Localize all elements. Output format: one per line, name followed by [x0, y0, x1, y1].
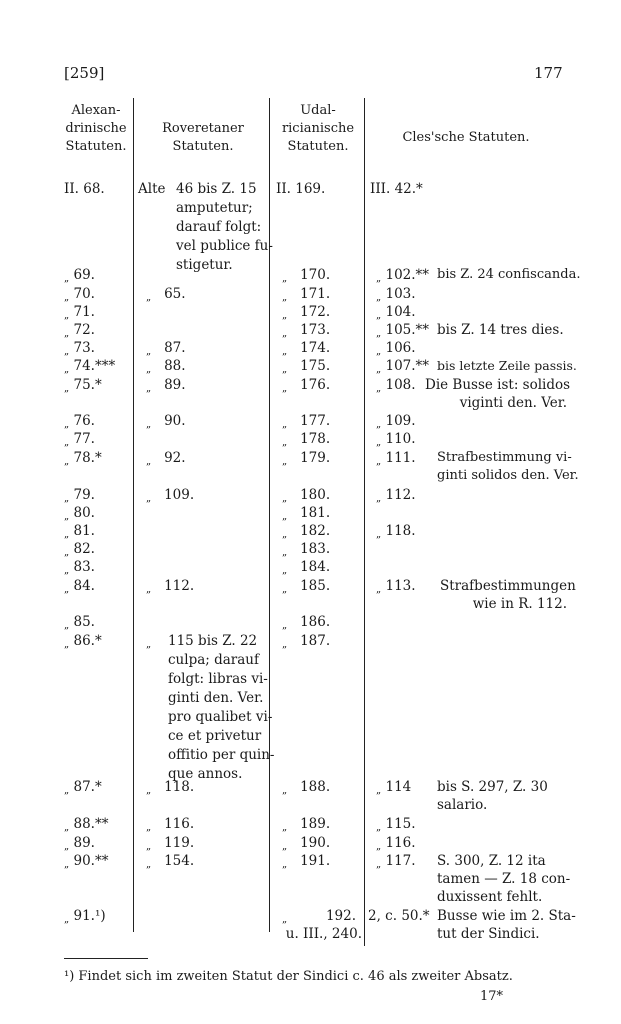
- rov-entry: „ 154.: [146, 853, 195, 870]
- cles-note: bis Z. 14 tres dies.: [437, 322, 564, 338]
- cles-entry: „ 103.: [376, 286, 416, 303]
- cles-entry: „ 102.**: [376, 267, 430, 284]
- udal-entry: „ 190.: [282, 835, 331, 852]
- cles-entry: „ 106.: [376, 340, 416, 357]
- alex-entry: „ 86.*: [64, 633, 102, 650]
- cles-entry: „ 111.: [376, 450, 416, 467]
- cles-entry: „ 104.: [376, 304, 416, 321]
- rov-entry: „ 92.: [146, 450, 186, 467]
- cles-entry: 2, c. 50.*: [368, 908, 430, 924]
- sheet-signature: 17*: [480, 989, 504, 1004]
- column-header-alexandrinische: Alexan- drinische Statuten.: [65, 103, 127, 154]
- alex-entry: „ 77.: [64, 431, 95, 448]
- column-divider-3: [364, 98, 365, 946]
- page-number: 177: [534, 64, 563, 82]
- alex-entry: „ 84.: [64, 578, 95, 595]
- udal-entry: „ 186.: [282, 614, 331, 631]
- udal-entry: „ 183.: [282, 541, 331, 558]
- cles-note: bis S. 297, Z. 30 salario.: [437, 779, 548, 813]
- rov-ditto: „: [146, 639, 152, 650]
- alex-entry: „ 87.*: [64, 779, 102, 796]
- rov-entry: „ 112.: [146, 578, 195, 595]
- cles-note: Busse wie im 2. Sta- tut der Sindici.: [437, 908, 576, 942]
- alex-entry: „ 85.: [64, 614, 95, 631]
- alex-entry: „ 72.: [64, 322, 95, 339]
- udal-entry: „ 182.: [282, 523, 331, 540]
- alex-entry: „ 90.**: [64, 853, 109, 870]
- column-header-cles: Cles'sche Statuten.: [402, 130, 530, 145]
- alex-entry: „ 79.: [64, 487, 95, 504]
- cles-entry: „ 105.**: [376, 322, 430, 339]
- alex-entry: „ 81.: [64, 523, 95, 540]
- alex-entry: „ 71.: [64, 304, 95, 321]
- alex-entry: „ 89.: [64, 835, 95, 852]
- cles-entry: „ 107.**: [376, 358, 430, 375]
- udal-entry: „ 180.: [282, 487, 331, 504]
- alex-entry: „ 78.*: [64, 450, 102, 467]
- rov-prefix: Alte: [138, 181, 166, 197]
- udal-entry: „ 191.: [282, 853, 331, 870]
- cles-entry: „ 113.: [376, 578, 416, 595]
- udal-entry: „ 179.: [282, 450, 331, 467]
- udal-entry: „ 189.: [282, 816, 331, 833]
- cles-note: Die Busse ist: solidos viginti den. Ver.: [425, 377, 571, 411]
- cles-entry: III. 42.*: [370, 181, 423, 197]
- rov-entry: „ 116.: [146, 816, 195, 833]
- udal-entry: „ 170.: [282, 267, 331, 284]
- cles-entry: „ 114: [376, 779, 412, 796]
- alex-entry: „ 76.: [64, 413, 95, 430]
- udal-entry: „ 173.: [282, 322, 331, 339]
- rov-entry: 46 bis Z. 15 amputetur; darauf folgt: vel publice fu- stigetur.: [176, 181, 273, 273]
- page-reference: [259]: [64, 64, 105, 82]
- cles-note: Strafbestimmung vi- ginti solidos den. Ver.: [437, 450, 579, 483]
- column-divider-1: [133, 98, 134, 932]
- alex-entry: „ 74.***: [64, 358, 116, 375]
- alex-entry: „ 88.**: [64, 816, 109, 833]
- alex-entry: II. 68.: [64, 181, 105, 197]
- alex-entry: „ 73.: [64, 340, 95, 357]
- udal-entry: „ 177.: [282, 413, 331, 430]
- rov-entry: „ 89.: [146, 377, 186, 394]
- cles-note: Strafbestimmungen wie in R. 112.: [440, 578, 576, 612]
- cles-entry: „ 110.: [376, 431, 416, 448]
- udal-entry: „ 176.: [282, 377, 331, 394]
- rov-entry: „ 87.: [146, 340, 186, 357]
- rov-entry: „ 88.: [146, 358, 186, 375]
- alex-entry: „ 82.: [64, 541, 95, 558]
- alex-entry: „ 91.¹): [64, 908, 106, 925]
- column-header-udalricianische: Udal- ricianische Statuten.: [281, 103, 355, 154]
- cles-note: S. 300, Z. 12 ita tamen — Z. 18 con- duxissent fehlt.: [437, 853, 571, 905]
- cles-note: bis letzte Zeile passis.: [437, 358, 577, 373]
- alex-entry: „ 83.: [64, 559, 95, 576]
- rov-entry: 115 bis Z. 22 culpa; darauf folgt: libras vi- ginti den. Ver. pro qualibet vi- ce et privetur offitio per quin- que annos.: [168, 633, 275, 782]
- udal-entry: „ 175.: [282, 358, 331, 375]
- alex-entry: „ 70.: [64, 286, 95, 303]
- udal-entry: „ 184.: [282, 559, 331, 576]
- cles-entry: „ 118.: [376, 523, 416, 540]
- udal-ditto: „: [282, 914, 288, 925]
- rov-entry: „ 119.: [146, 835, 195, 852]
- rov-entry: „ 109.: [146, 487, 195, 504]
- rov-entry: „ 118.: [146, 779, 195, 796]
- cles-entry: „ 115.: [376, 816, 416, 833]
- udal-entry: „ 174.: [282, 340, 331, 357]
- cles-entry: „ 108.: [376, 377, 416, 394]
- cles-entry: „ 109.: [376, 413, 416, 430]
- footnote: ¹) Findet sich im zweiten Statut der Sindici c. 46 als zweiter Absatz.: [64, 969, 513, 984]
- alex-entry: „ 69.: [64, 267, 95, 284]
- cles-note: bis Z. 24 confiscanda.: [437, 267, 581, 282]
- cles-entry: „ 116.: [376, 835, 416, 852]
- cles-entry: „ 112.: [376, 487, 416, 504]
- footnote-separator: [64, 958, 148, 959]
- udal-entry: 192. u. III., 240.: [285, 908, 362, 942]
- alex-entry: „ 80.: [64, 505, 95, 522]
- udal-entry: „ 185.: [282, 578, 331, 595]
- udal-entry: „ 187.: [282, 633, 331, 650]
- udal-entry: „ 172.: [282, 304, 331, 321]
- udal-entry: „ 178.: [282, 431, 331, 448]
- rov-entry: „ 65.: [146, 286, 186, 303]
- cles-entry: „ 117.: [376, 853, 416, 870]
- udal-entry: „ 181.: [282, 505, 331, 522]
- alex-entry: „ 75.*: [64, 377, 102, 394]
- column-header-roveretaner: Roveretaner Statuten.: [162, 121, 244, 154]
- rov-entry: „ 90.: [146, 413, 186, 430]
- udal-entry: „ 188.: [282, 779, 331, 796]
- udal-entry: „ 171.: [282, 286, 331, 303]
- udal-entry: II. 169.: [276, 181, 326, 197]
